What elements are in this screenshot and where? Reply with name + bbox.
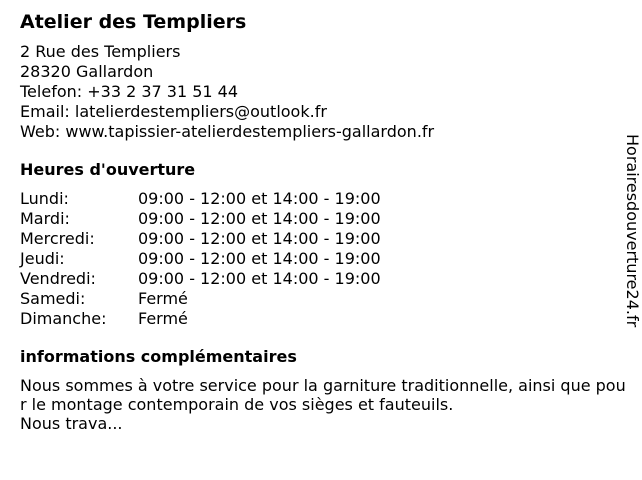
business-name: Atelier des Templiers — [20, 11, 247, 33]
hours-row-vendredi — [20, 269, 616, 289]
info-heading: informations complémentaires — [20, 347, 297, 366]
info-truncated-text: Nous trava... — [20, 414, 123, 433]
hours-day: Dimanche: — [20, 309, 107, 328]
hours-time: 09:00 - 12:00 et 14:00 - 19:00 — [138, 229, 381, 248]
hours-row-mardi — [20, 209, 616, 229]
hours-time: 09:00 - 12:00 et 14:00 - 19:00 — [138, 209, 381, 228]
hours-row-lundi — [20, 189, 616, 209]
hours-row-dimanche — [20, 309, 616, 329]
address-line-2: 28320 Gallardon — [20, 62, 154, 81]
hours-time: Fermé — [138, 289, 188, 308]
hours-day: Samedi: — [20, 289, 86, 308]
hours-list — [20, 189, 616, 329]
address-line-1: 2 Rue des Templiers — [20, 42, 181, 61]
business-card — [20, 10, 626, 433]
hours-row-jeudi — [20, 249, 616, 269]
hours-time: Fermé — [138, 309, 188, 328]
hours-day: Mercredi: — [20, 229, 95, 248]
hours-heading: Heures d'ouverture — [20, 160, 196, 179]
hours-day: Mardi: — [20, 209, 70, 228]
side-brand-watermark: Horairesdouverture24.fr — [623, 134, 642, 328]
info-text: Nous sommes à votre service pour la garniture traditionnelle, ainsi que pour le montage contemporain de vos sièges et fauteuils. — [20, 376, 626, 414]
hours-time: 09:00 - 12:00 et 14:00 - 19:00 — [138, 189, 381, 208]
hours-day: Vendredi: — [20, 269, 96, 288]
hours-day: Lundi: — [20, 189, 69, 208]
hours-row-samedi — [20, 289, 616, 309]
phone-line: Telefon: +33 2 37 31 51 44 — [20, 82, 239, 101]
hours-time: 09:00 - 12:00 et 14:00 - 19:00 — [138, 269, 381, 288]
web-line: Web: www.tapissier-atelierdestempliers-gallardon.fr — [20, 122, 435, 141]
hours-row-mercredi — [20, 229, 616, 249]
email-line: Email: latelierdestempliers@outlook.fr — [20, 102, 327, 121]
hours-day: Jeudi: — [20, 249, 65, 268]
hours-time: 09:00 - 12:00 et 14:00 - 19:00 — [138, 249, 381, 268]
